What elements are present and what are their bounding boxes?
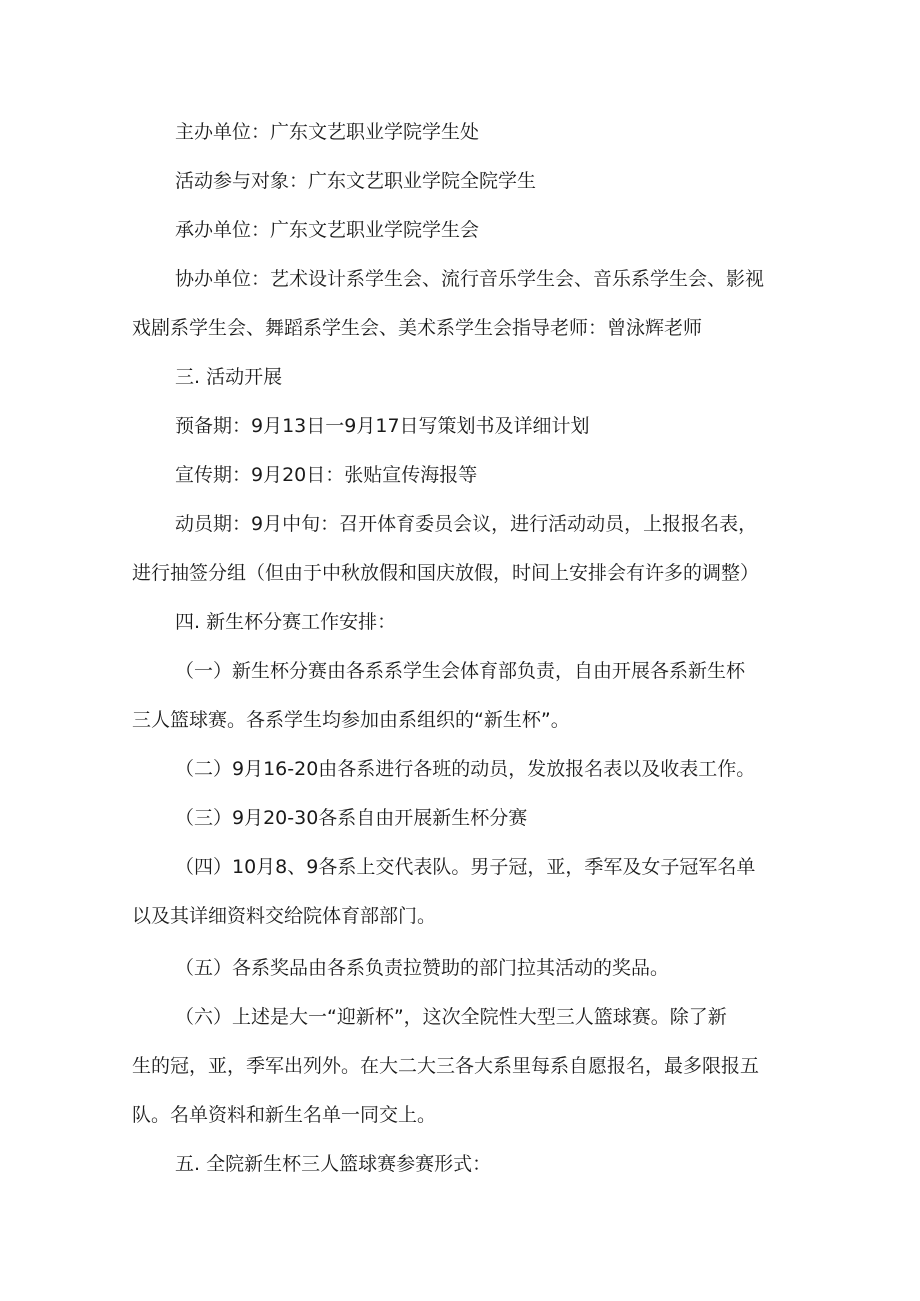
section-heading-4: 四. 新生杯分赛工作安排： (175, 611, 397, 633)
item-3-line: （三）9月20-30各系自由开展新生杯分赛 (175, 807, 528, 829)
co-organizer-line: 协办单位：艺术设计系学生会、流行音乐学生会、音乐系学生会、影视 (175, 268, 765, 290)
item-6-line-cont-2: 队。名单资料和新生名单一同交上。 (132, 1104, 437, 1126)
participants-line: 活动参与对象：广东文艺职业学院全院学生 (175, 170, 537, 192)
host-line: 承办单位：广东文艺职业学院学生会 (175, 219, 480, 241)
publicity-period-line: 宣传期：9月20日：张贴宣传海报等 (175, 464, 478, 486)
item-5-line: （五）各系奖品由各系负责拉赞助的部门拉其活动的奖品。 (175, 957, 670, 979)
item-6-line: （六）上述是大一“迎新杯”，这次全院性大型三人篮球赛。除了新 (175, 1006, 727, 1028)
item-4-line: （四）10月8、9各系上交代表队。男子冠，亚，季军及女子冠军名单 (175, 856, 756, 878)
co-organizer-line-cont: 戏剧系学生会、舞蹈系学生会、美术系学生会指导老师：曾泳辉老师 (132, 317, 703, 339)
prep-period-line: 预备期：9月13日一9月17日写策划书及详细计划 (175, 415, 590, 437)
item-6-line-cont: 生的冠，亚，季军出列外。在大二大三各大系里每系自愿报名，最多限报五 (132, 1055, 760, 1077)
section-heading-3: 三. 活动开展 (175, 366, 283, 388)
mobilization-period-line-cont: 进行抽签分组（但由于中秋放假和国庆放假，时间上安排会有许多的调整） (132, 562, 760, 584)
item-1-line: （一）新生杯分赛由各系系学生会体育部负责，自由开展各系新生杯 (175, 660, 746, 682)
section-heading-5: 五. 全院新生杯三人篮球赛参赛形式： (175, 1153, 492, 1175)
organizer-line: 主办单位：广东文艺职业学院学生处 (175, 121, 480, 143)
item-4-line-cont: 以及其详细资料交给院体育部部门。 (132, 905, 437, 927)
item-1-line-cont: 三人篮球赛。各系学生均参加由系组织的“新生杯”。 (132, 709, 570, 731)
item-2-line: （二）9月16-20由各系进行各班的动员，发放报名表以及收表工作。 (175, 758, 756, 780)
mobilization-period-line: 动员期：9月中旬：召开体育委员会议，进行活动动员，上报报名表， (175, 513, 758, 535)
